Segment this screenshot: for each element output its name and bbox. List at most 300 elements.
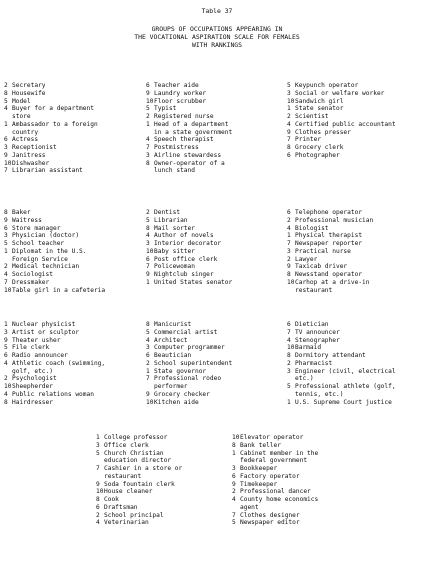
occupation-entry-continuation: [146, 167, 232, 175]
rank-number: 8: [146, 159, 150, 167]
rank-number: 6: [287, 151, 291, 159]
occupation-entry: [4, 271, 105, 279]
rank-number: 9: [4, 151, 8, 159]
occupation-entry: [4, 287, 105, 295]
occupation-name: Actress: [12, 136, 39, 144]
occupation-entry: [232, 442, 318, 450]
occupation-name: United States senator: [154, 278, 233, 286]
rank-number: 3: [146, 240, 150, 247]
occupation-entry: [232, 465, 318, 473]
occupation-entry: [96, 519, 182, 527]
occupation-name: Housewife: [12, 89, 46, 97]
occupation-name: Public relations woman: [12, 390, 94, 398]
rank-number: 1: [287, 232, 291, 240]
rank-number: 6: [287, 321, 291, 328]
rank-number: 9: [4, 336, 8, 344]
occupation-entry: [146, 209, 232, 217]
occupation-entry: [287, 279, 373, 287]
occupation-entry: [287, 90, 396, 98]
occupation-entry: [4, 152, 98, 160]
occupation-entry: [287, 82, 396, 90]
rank-number: 10: [146, 97, 154, 105]
rank-number: 10: [96, 488, 104, 496]
occupation-entry-continuation: [287, 391, 396, 399]
rank-number: 4: [4, 390, 8, 398]
rank-number: 1: [146, 367, 150, 375]
occupation-name: Taxicab driver: [295, 263, 348, 271]
occupation-name: Cashier in a store or: [104, 465, 183, 472]
occupation-entry: [287, 217, 373, 225]
occupation-entry: [4, 248, 105, 256]
occupation-entry: [287, 321, 396, 329]
rank-number: 6: [287, 209, 291, 216]
occupation-name: Sandwich girl: [295, 97, 344, 105]
rank-number: 2: [287, 113, 291, 120]
rank-number: 3: [4, 144, 8, 151]
occupation-entry: [232, 473, 318, 481]
rank-number: 6: [146, 255, 150, 263]
occupation-entry: [4, 167, 98, 175]
occupation-name: Kitchen aide: [154, 398, 199, 406]
occupation-name: File clerk: [12, 344, 50, 352]
occupation-entry: [146, 160, 232, 168]
rank-number: 1: [287, 105, 291, 113]
occupation-name: Engineer (civil, electrical: [295, 367, 396, 375]
occupation-entry: [146, 113, 232, 121]
occupation-entry: [146, 105, 232, 113]
occupation-entry-continuation: [4, 368, 105, 376]
occupation-name: Store manager: [12, 224, 61, 232]
rank-number: 9: [96, 480, 100, 488]
occupation-name: Pharmacist: [295, 359, 333, 367]
occupation-entry: [96, 450, 182, 458]
occupation-name: Grocery checker: [154, 390, 210, 398]
occupation-entry: [287, 399, 396, 407]
occupation-name: Secretary: [12, 82, 46, 89]
occupation-entry: [146, 391, 232, 399]
occupation-name: Dietician: [295, 321, 329, 328]
rank-number: 1: [287, 398, 291, 406]
occupation-name: College professor: [104, 434, 168, 441]
occupation-name: Professional athlete (golf,: [295, 383, 396, 390]
occupation-name: Sheepherder: [12, 383, 53, 390]
rank-number: 4: [287, 120, 291, 128]
occupation-entry: [4, 121, 98, 129]
occupation-name: County home economics: [240, 496, 319, 503]
group-column: [287, 209, 373, 294]
occupation-entry-continuation: [4, 113, 98, 121]
rank-number: 2: [146, 359, 150, 367]
group-column: [4, 209, 105, 294]
occupation-entry: [146, 217, 232, 225]
group-column: [146, 321, 232, 406]
rank-number: 7: [287, 328, 291, 336]
table-title-line-3: WITH RANKINGS: [191, 41, 243, 49]
rank-number: 9: [146, 89, 150, 97]
occupation-name: tennis, etc.): [295, 390, 344, 398]
occupation-name: golf, etc.): [12, 367, 53, 375]
occupation-entry: [146, 368, 232, 376]
occupation-name: School principal: [104, 511, 164, 519]
occupation-name: Mail sorter: [154, 224, 195, 232]
occupation-entry: [96, 434, 182, 442]
occupation-entry: [146, 352, 232, 360]
occupation-name: Foreign Service: [12, 255, 68, 263]
occupation-entry: [287, 248, 373, 256]
rank-number: 2: [146, 209, 150, 216]
rank-number: 5: [146, 105, 150, 113]
rank-number: 4: [4, 271, 8, 278]
occupation-name: restaurant: [295, 286, 333, 294]
occupation-name: education director: [104, 457, 172, 465]
rank-number: 8: [232, 441, 236, 449]
occupation-name: Stenographer: [295, 336, 340, 344]
rank-number: 10: [287, 278, 295, 286]
occupation-name: Psychologist: [12, 375, 57, 383]
occupation-entry: [96, 504, 182, 512]
occupation-entry: [146, 152, 232, 160]
occupation-entry: [4, 360, 105, 368]
occupation-entry: [287, 240, 373, 248]
occupation-name: Keypunch operator: [295, 82, 359, 89]
occupation-entry: [96, 442, 182, 450]
rank-number: 5: [4, 240, 8, 247]
occupation-entry-continuation: [287, 375, 396, 383]
occupation-name: Draftsman: [104, 503, 138, 511]
occupation-entry: [96, 496, 182, 504]
occupation-name: Newspaper editor: [240, 519, 300, 527]
rank-number: 8: [96, 496, 100, 503]
occupation-name: Owner-operator of a: [154, 159, 225, 167]
occupation-name: State governor: [154, 367, 207, 375]
occupation-entry: [232, 450, 318, 458]
occupation-name: Architect: [154, 336, 188, 344]
occupation-name: Veterinarian: [104, 519, 149, 527]
occupation-name: Cook: [104, 496, 119, 503]
rank-number: 6: [4, 352, 8, 359]
rank-number: 8: [287, 352, 291, 359]
rank-number: 7: [96, 465, 100, 472]
occupation-entry: [146, 248, 232, 256]
occupation-name: Interior decorator: [154, 240, 222, 247]
rank-number: 2: [287, 216, 291, 224]
occupation-name: Medical technician: [12, 263, 80, 271]
rank-number: 9: [146, 271, 150, 278]
rank-number: 5: [4, 97, 8, 105]
occupation-entry-continuation: [287, 287, 373, 295]
occupation-name: Timekeeper: [240, 480, 278, 488]
occupation-entry: [287, 105, 396, 113]
occupation-name: Receptionist: [12, 144, 57, 151]
occupation-entry-continuation: [4, 129, 98, 137]
rank-number: 1: [96, 434, 100, 441]
rank-number: 3: [4, 328, 8, 336]
occupation-entry: [146, 82, 232, 90]
rank-number: 3: [287, 367, 291, 375]
occupation-entry: [232, 434, 318, 442]
occupation-entry: [287, 383, 396, 391]
occupation-entry: [4, 263, 105, 271]
occupation-entry-continuation: [232, 457, 318, 465]
group-column: [146, 209, 232, 287]
occupation-name: Bookkeeper: [240, 465, 278, 472]
occupation-entry: [146, 271, 232, 279]
rank-number: 8: [4, 398, 8, 406]
occupation-entry: [287, 352, 396, 360]
occupation-entry: [146, 256, 232, 264]
occupation-name: Beautician: [154, 352, 192, 359]
occupation-entry: [146, 321, 232, 329]
occupation-name: Waitress: [12, 216, 42, 224]
rank-number: 3: [287, 89, 291, 97]
rank-number: 7: [4, 278, 8, 286]
occupation-entry: [4, 232, 105, 240]
rank-number: 5: [287, 383, 291, 390]
rank-number: 3: [146, 151, 150, 159]
occupation-entry-continuation: [146, 383, 232, 391]
rank-number: 2: [232, 488, 236, 496]
occupation-name: Dishwasher: [12, 159, 50, 167]
occupation-name: Dormitory attendant: [295, 352, 366, 359]
occupation-name: Hairdresser: [12, 398, 53, 406]
occupation-name: Radio announcer: [12, 352, 68, 359]
occupation-name: Post office clerk: [154, 255, 218, 263]
occupation-entry: [287, 129, 396, 137]
occupation-entry: [287, 136, 396, 144]
occupation-entry: [146, 121, 232, 129]
rank-number: 1: [146, 278, 150, 286]
occupation-entry: [287, 263, 373, 271]
rank-number: 6: [232, 472, 236, 480]
occupation-entry: [4, 217, 105, 225]
occupation-name: lunch stand: [154, 167, 195, 175]
occupation-name: Laundry worker: [154, 89, 207, 97]
occupation-name: Elevator operator: [240, 434, 304, 441]
occupation-name: Biologist: [295, 224, 329, 232]
occupation-name: Physician (doctor): [12, 232, 80, 240]
occupation-entry: [287, 360, 396, 368]
rank-number: 9: [287, 128, 291, 136]
occupation-entry: [287, 144, 396, 152]
rank-number: 1: [4, 247, 8, 255]
rank-number: 8: [287, 144, 291, 151]
occupation-entry: [287, 329, 396, 337]
occupation-name: country: [12, 128, 39, 136]
occupation-entry: [146, 329, 232, 337]
rank-number: 8: [146, 224, 150, 232]
rank-number: 2: [4, 263, 8, 271]
rank-number: 7: [4, 167, 8, 175]
occupation-entry-continuation: [146, 129, 232, 137]
rank-number: 10: [4, 159, 12, 167]
occupation-entry-continuation: [232, 504, 318, 512]
rank-number: 3: [4, 232, 8, 240]
occupation-name: Clothes presser: [295, 128, 351, 136]
occupation-entry: [4, 136, 98, 144]
occupation-name: Certified public accountant: [295, 120, 396, 128]
occupation-name: Printer: [295, 136, 322, 144]
occupation-entry: [287, 98, 396, 106]
occupation-name: House cleaner: [104, 488, 153, 496]
occupation-name: Nuclear physicist: [12, 321, 76, 328]
occupation-entry: [96, 481, 182, 489]
occupation-name: Bank teller: [240, 441, 281, 449]
occupation-entry: [4, 225, 105, 233]
rank-number: 8: [4, 89, 8, 97]
occupation-entry: [232, 481, 318, 489]
occupation-name: Artist or sculptor: [12, 328, 80, 336]
occupation-name: Photographer: [295, 151, 340, 159]
rank-number: 2: [287, 255, 291, 263]
occupation-entry: [287, 225, 373, 233]
occupation-entry: [232, 512, 318, 520]
rank-number: 5: [4, 344, 8, 352]
occupation-name: Commercial artist: [154, 328, 218, 336]
occupation-entry: [287, 344, 396, 352]
occupation-entry: [232, 519, 318, 527]
occupation-name: Clothes designer: [240, 511, 300, 519]
occupation-entry: [96, 488, 182, 496]
group-column: [96, 434, 182, 527]
occupation-name: Soda fountain clerk: [104, 480, 175, 488]
occupation-name: Janitress: [12, 151, 46, 159]
occupation-entry: [287, 209, 373, 217]
rank-number: 2: [287, 359, 291, 367]
occupation-name: agent: [240, 503, 259, 511]
occupation-entry: [146, 90, 232, 98]
occupation-name: Computer programmer: [154, 344, 225, 352]
occupation-name: State senator: [295, 105, 344, 113]
occupation-entry: [4, 90, 98, 98]
rank-number: 2: [96, 511, 100, 519]
rank-number: 10: [287, 97, 295, 105]
rank-number: 10: [232, 434, 240, 441]
rank-number: 6: [146, 82, 150, 89]
occupation-name: Sociologist: [12, 271, 53, 278]
occupation-name: Factory operator: [240, 472, 300, 480]
occupation-name: Telephone operator: [295, 209, 363, 216]
occupation-name: Speech therapist: [154, 136, 214, 144]
occupation-entry: [287, 256, 373, 264]
occupation-name: Social or welfare worker: [295, 89, 385, 97]
occupation-name: Registered nurse: [154, 113, 214, 120]
rank-number: 5: [146, 328, 150, 336]
occupation-name: School superintendent: [154, 359, 233, 367]
rank-number: 9: [287, 263, 291, 271]
rank-number: 1: [232, 449, 236, 457]
occupation-name: Grocery clerk: [295, 144, 344, 151]
occupation-entry: [4, 352, 105, 360]
occupation-entry: [146, 399, 232, 407]
occupation-name: federal government: [240, 457, 308, 465]
rank-number: 3: [146, 344, 150, 352]
occupation-name: U.S. Supreme Court justice: [295, 398, 392, 406]
occupation-entry: [287, 121, 396, 129]
rank-number: 7: [287, 240, 291, 247]
occupation-name: Librarian assistant: [12, 167, 83, 175]
rank-number: 9: [146, 390, 150, 398]
occupation-name: Table girl in a cafeteria: [12, 286, 106, 294]
rank-number: 4: [4, 105, 8, 113]
occupation-entry: [232, 496, 318, 504]
rank-number: 4: [146, 336, 150, 344]
occupation-entry: [146, 263, 232, 271]
occupation-name: Diplomat in the U.S.: [12, 247, 87, 255]
group-column: [4, 82, 98, 175]
group-column: [232, 434, 318, 527]
occupation-entry: [146, 98, 232, 106]
table-label: Table 37: [201, 7, 233, 15]
group-column: [4, 321, 105, 406]
rank-number: 10: [4, 383, 12, 390]
occupation-entry: [4, 144, 98, 152]
rank-number: 5: [146, 216, 150, 224]
rank-number: 4: [232, 496, 236, 503]
occupation-entry: [146, 240, 232, 248]
occupation-name: Teacher aide: [154, 82, 199, 89]
occupation-name: Barmaid: [295, 344, 322, 352]
occupation-entry: [4, 82, 98, 90]
rank-number: 1: [146, 120, 150, 128]
occupation-entry: [287, 337, 396, 345]
rank-number: 2: [146, 113, 150, 120]
occupation-name: Practical nurse: [295, 247, 351, 255]
occupation-name: Scientist: [295, 113, 329, 120]
occupation-name: Carhop at a drive-in: [295, 278, 370, 286]
occupation-entry: [4, 240, 105, 248]
rank-number: 7: [146, 144, 150, 151]
rank-number: 10: [146, 247, 154, 255]
occupation-entry: [146, 136, 232, 144]
rank-number: 3: [287, 247, 291, 255]
occupation-entry: [4, 209, 105, 217]
occupation-name: Typist: [154, 105, 177, 113]
rank-number: 5: [96, 449, 100, 457]
occupation-entry: [4, 399, 105, 407]
occupation-entry: [4, 105, 98, 113]
rank-number: 6: [96, 503, 100, 511]
occupation-entry: [96, 465, 182, 473]
occupation-name: Professional dancer: [240, 488, 311, 496]
occupation-name: Cabinet member in the: [240, 449, 319, 457]
occupation-name: Professional rodeo: [154, 375, 222, 383]
occupation-name: store: [12, 113, 31, 120]
rank-number: 3: [232, 465, 236, 472]
group-column: [287, 321, 396, 406]
occupation-entry: [146, 360, 232, 368]
occupation-entry-continuation: [96, 457, 182, 465]
occupation-name: in a state government: [154, 128, 233, 136]
rank-number: 6: [4, 224, 8, 232]
occupation-name: Lawyer: [295, 255, 318, 263]
rank-number: 7: [287, 136, 291, 144]
rank-number: 8: [287, 271, 291, 278]
occupation-name: Buyer for a department: [12, 105, 94, 113]
occupation-name: restaurant: [104, 472, 142, 480]
occupation-name: Postmistress: [154, 144, 199, 151]
rank-number: 2: [4, 375, 8, 383]
occupation-entry: [232, 488, 318, 496]
occupation-name: Librarian: [154, 216, 188, 224]
occupation-name: Baker: [12, 209, 31, 216]
rank-number: 1: [4, 321, 8, 328]
rank-number: 4: [4, 359, 8, 367]
rank-number: 8: [4, 209, 8, 216]
occupation-entry: [146, 344, 232, 352]
occupation-name: Policewoman: [154, 263, 195, 271]
occupation-entry-continuation: [96, 473, 182, 481]
rank-number: 10: [287, 344, 295, 352]
